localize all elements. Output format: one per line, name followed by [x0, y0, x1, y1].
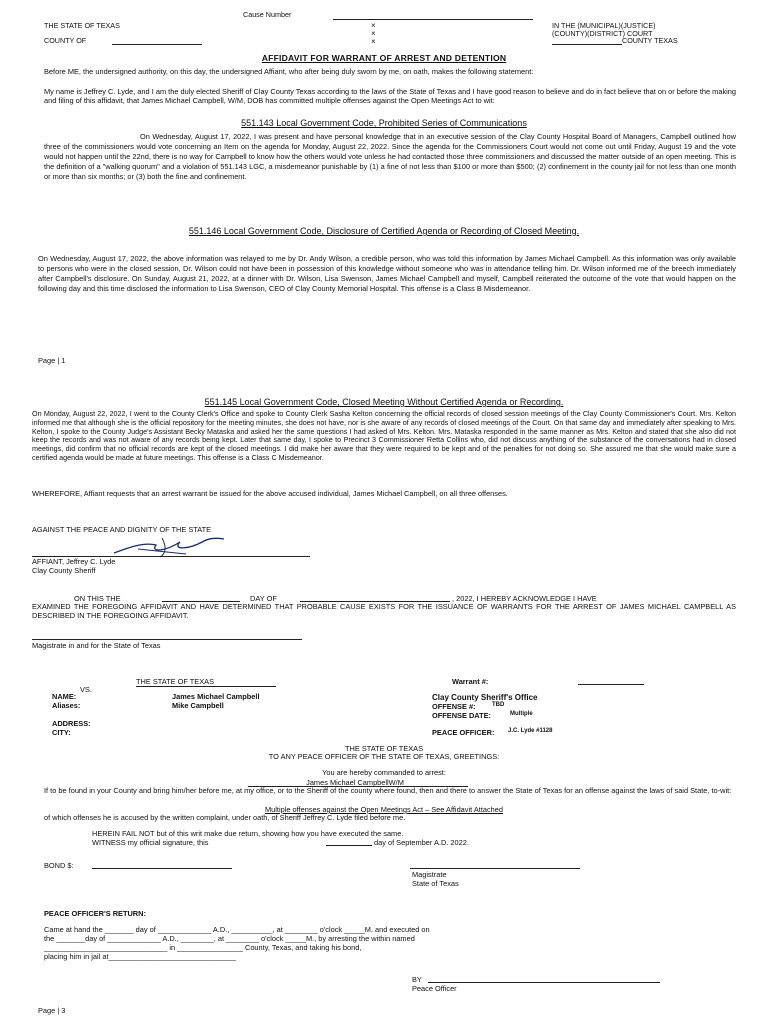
peace-officer-label: PEACE OFFICER: [432, 728, 495, 737]
warrant-vs: VS. [80, 685, 92, 694]
court-line-1: IN THE (MUNICIPAL)(JUSTICE) [552, 21, 656, 30]
return-heading: PEACE OFFICER'S RETURN: [44, 909, 146, 918]
ack-day-of: DAY OF [250, 594, 277, 603]
sheriff-office: Clay County Sheriff's Office [432, 693, 538, 702]
name-value: James Michael Campbell [172, 692, 260, 701]
court-line-3: COUNTY TEXAS [622, 36, 678, 45]
peace-officer-value: J.C. Lyde #1128 [508, 728, 553, 734]
ack-year: , 2022, I HEREBY ACKNOWLEDGE I HAVE [452, 594, 597, 603]
warrant-state-line [136, 686, 276, 687]
county-line [112, 44, 202, 45]
magistrate-label: Magistrate [412, 870, 447, 879]
herein-fail-not: HEREIN FAIL NOT but of this writ make due return, showing how you have executed the same. [92, 829, 404, 838]
witness-date: day of September A.D. 2022. [374, 838, 469, 847]
witness-day-line [326, 845, 372, 846]
bond-line [92, 868, 232, 869]
state-of-texas-label: State of Texas [412, 879, 459, 888]
caption-state: THE STATE OF TEXAS [44, 21, 120, 30]
x-mark: × [371, 37, 376, 46]
caption-county: COUNTY OF [44, 36, 87, 45]
by-signature-line [428, 982, 660, 983]
affiant-name: AFFIANT, Jeffrey C. Lyde [32, 557, 116, 566]
court-line-2: (COUNTY)(DISTRICT) COURT [552, 29, 653, 38]
return-line-2: the _______day of _____________ A.D., ________, at ________ o'clock _____M., by arresting the within named [44, 934, 415, 943]
x-mark: × [371, 29, 376, 38]
page-number-3: Page | 3 [38, 1006, 66, 1015]
affidavit-intro: Before ME, the undersigned authority, on this day, the undersigned Affiant, who after being duly sworn by me, on oath, makes the following statement: [44, 67, 534, 76]
offense-date-label: OFFENSE DATE: [432, 711, 491, 720]
offense-date-value: Multiple [510, 711, 533, 717]
section-551-146-body: On Wednesday, August 17, 2022, the above information was relayed to me by Dr. Andy Wilson, a credible person, who was told this information by James Michael Campbell. As this information was only available to persons who were in the closed session, Dr. Wilson could not have been in possession of this knowledge without someone who was in attendance telling him. Dr. Wilson informed me of the breech immediately after Campbell's disclosure. On Sunday, August 21, 2022, at a dinner with Dr. Wilson, Lisa Swenson, James Michael Campbell and myself, Campbell reiterated the outcome of the vote that would happen on the following day and this time disclosed the information to Lisa Swenson, CEO of Clay County Memorial Hospital. This offense is a Class B Misdemeanor. [38, 254, 736, 294]
accused-text: of which offenses he is accused by the written complaint, under oath, of Sheriff Jeffrey C. Lyde filed before me. [44, 813, 406, 822]
warrant-magistrate-line [410, 868, 580, 869]
cause-number-line [333, 19, 533, 20]
magistrate-signature-line [32, 639, 302, 640]
warrant-state: THE STATE OF TEXAS [136, 677, 215, 686]
found-text: If to be found in your County and bring him/her before me, at my office, or to the Sheriff of the county where found, then and there to answer the State of Texas for an offense against the laws of said State, to-wit: [44, 786, 732, 795]
witness-text: WITNESS my official signature, this [92, 838, 209, 847]
offense-number-label: OFFENSE #: [432, 702, 476, 711]
page-number: Page | 1 [38, 356, 66, 365]
wherefore-text: WHEREFORE, Affiant requests that an arrest warrant be issued for the above accused individual, James Michael Campbell, on all three offenses. [32, 489, 508, 498]
aliases-value: Mike Campbell [172, 701, 224, 710]
return-line-4: placing him in jail at_______________________________ [44, 952, 236, 961]
court-county-line [552, 44, 622, 45]
affidavit-statement: My name is Jeffrey C. Lyde, and I am the duly elected Sheriff of Clay County Texas according to the laws of the State of Texas and I have good reason to believe and do in fact believe that on or before the making and filing of this affidavit, that James Michael Campbell, W/M, DOB has committed multiple offenses against the Open Meetings Act to wit: [44, 87, 736, 106]
affiant-title: Clay County Sheriff [32, 566, 96, 575]
commanded: You are hereby commanded to arrest: [322, 768, 446, 777]
greetings: TO ANY PEACE OFFICER OF THE STATE OF TEXAS, GREETINGS: [268, 752, 500, 761]
ack-text: EXAMINED THE FOREGOING AFFIDAVIT AND HAVE DETERMINED THAT PROBABLE CAUSE EXISTS FOR THE ISSUANCE OF WARRANTS FOR THE ARREST OF JAMES MICHAEL CAMPBELL AS DESCRIBED IN THE FOREGOING AFFIDAVIT. [32, 602, 736, 621]
return-line-3: ______________________________ in ________________ County, Texas, and taking his bond, [44, 943, 362, 952]
name-label: NAME: [52, 692, 77, 701]
cause-number-label: Cause Number [243, 10, 292, 19]
arrestee-name: James Michael CampbellW/M [306, 778, 404, 787]
offense-number-value: TBD [492, 702, 505, 708]
section-551-143-heading: 551.143 Local Government Code, Prohibited Series of Communications [241, 118, 527, 128]
magistrate-line: Magistrate in and for the State of Texas [32, 641, 161, 650]
affidavit-title: AFFIDAVIT FOR WARRANT OF ARREST AND DETENTION [261, 53, 507, 63]
section-551-145-heading: 551.145 Local Government Code, Closed Meeting Without Certified Agenda or Recording. [204, 397, 564, 407]
warrant-state-center: THE STATE OF TEXAS [344, 744, 424, 753]
address-label: ADDRESS: [52, 719, 91, 728]
peace-officer-signature-label: Peace Officer [412, 984, 457, 993]
bond-label: BOND $: [44, 861, 74, 870]
warrant-number-line [578, 684, 644, 685]
offenses-line: Multiple offenses against the Open Meetings Act – See Affidavit Attached [264, 805, 504, 814]
city-label: CITY: [52, 728, 71, 737]
warrant-number-label: Warrant #: [452, 677, 489, 686]
section-551-146-heading: 551.146 Local Government Code, Disclosure of Certified Agenda or Recording of Closed Meeting. [188, 226, 580, 236]
peace-dignity: AGAINST THE PEACE AND DIGNITY OF THE STATE [32, 525, 212, 534]
ack-on-this: ON THIS THE [74, 594, 121, 603]
section-551-143-body: On Wednesday, August 17, 2022, I was present and have personal knowledge that in an executive session of the Clay County Hospital Board of Managers, Campbell outlined how three of the commissioners would vote concerning an Item on the agenda for Monday, August 22, 2022. Since the agenda for the Commissioners Court would not come out until Friday, August 19 and the vote would not happen until the 22nd, there is no way for Campbell to know how the others would vote unless he had contacted those three commissioners and discussed the matter outside of an open meeting. This is the definition of a "walking quorum" and a violation of 551.143 LGC, a misdemeanor punishable by (1) a fine of not less than $100 or more than $500; (2) confinement in the county jail for not less than one month or more than six months; or (3) both the fine and confinement. [44, 132, 736, 182]
section-551-145-body: On Monday, August 22, 2022, I went to the County Clerk's Office and spoke to County Clerk Sasha Kelton concerning the official records of closed session meetings of the Clay County Commissioner's Court. Mrs. Kelton informed me that although she is the official repository for the meeting minutes, she does not have, nor is she aware of any records of closed meetings of the Court. On that same day and immediately after speaking to Mrs. Kelton, I spoke to the County Judge's Assistant Becky Mataska and asked her the same questions I had asked of Mrs. Kelton. Mrs. Mataska responded in the same manner as Mrs. Kelton and stated that she also did not keep the records and was not aware of any records being kept. Later that same day, I spoke to Precinct 3 Commissioner Retta Collins who, did not discuss anything of the substance of the conversations had in closed meetings, did confirm that no official records are kept of the closed meetings. I did make her aware that they were required to be kept and of the penalties for not doing so. She assured me that she would make sure a certified agenda would be made at future meetings. This offense is a Class C Misdemeanor. [32, 409, 736, 462]
return-line-1: Came at hand the _______ day of _____________ A.D., __________, at ________ o'clock _____M. and executed on [44, 925, 430, 934]
aliases-label: Aliases: [52, 701, 81, 710]
by-label: BY [412, 975, 422, 984]
x-mark: × [371, 21, 376, 30]
